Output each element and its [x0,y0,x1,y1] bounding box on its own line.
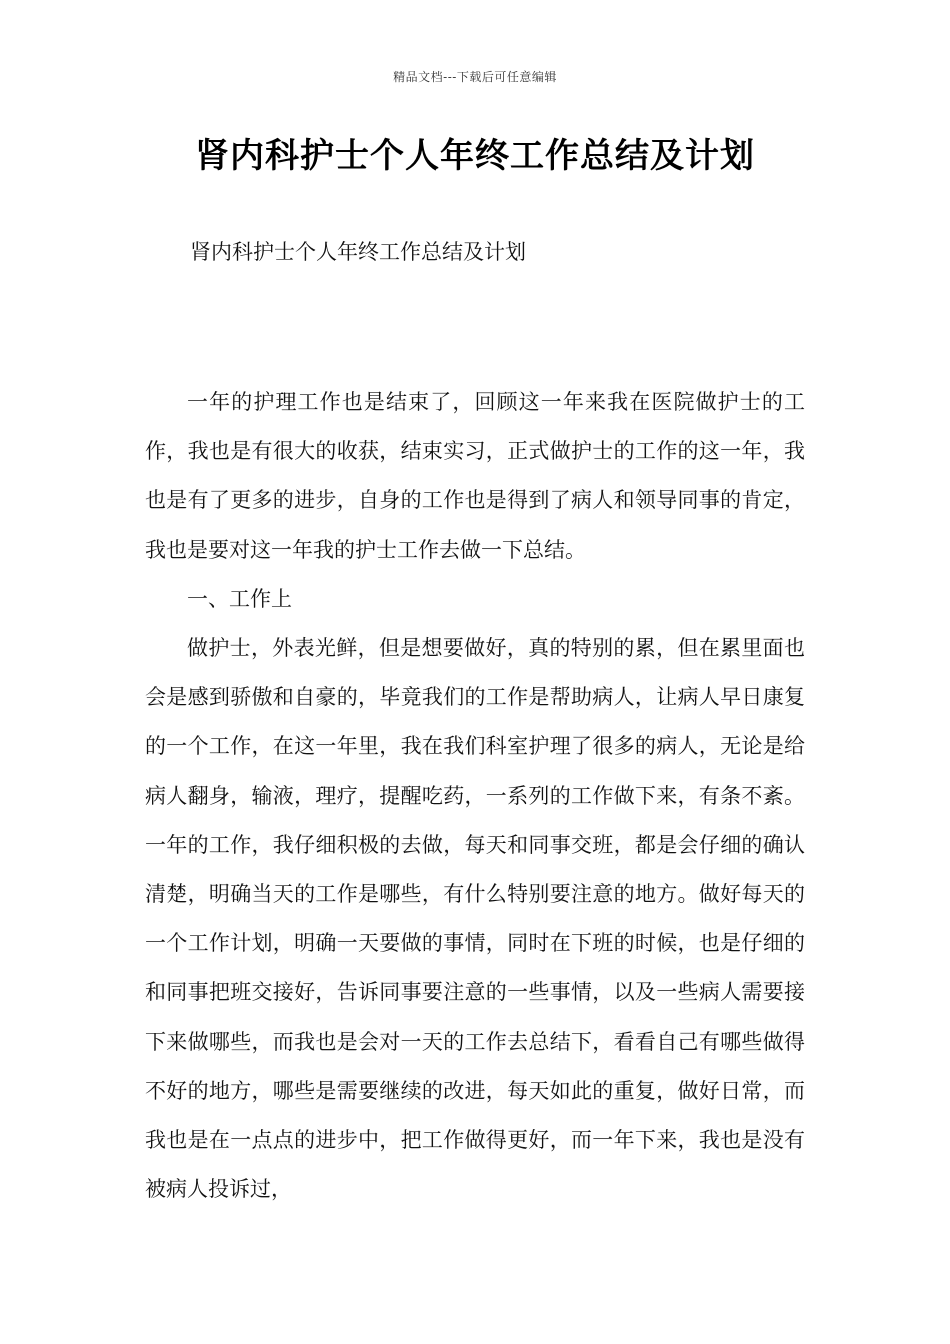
document-title: 肾内科护士个人年终工作总结及计划 [195,136,755,176]
document-body [145,378,805,1214]
header-note: 精品文档---下载后可任意编辑 [393,70,557,84]
document-subtitle: 肾内科护士个人年终工作总结及计划 [190,240,526,264]
section-heading-work: 一、工作上 [187,586,292,611]
paragraph-intro: 一年的护理工作也是结束了，回顾这一年来我在医院做护士的工作，我也是有很大的收获，结束实习，正式做护士的工作的这一年，我也是有了更多的进步，自身的工作也是得到了病人和领导同事的肯定，我也是要对这一年我的护士工作去做一下总结。 [145,390,805,562]
paragraph-work: 做护士，外表光鲜，但是想要做好，真的特别的累，但在累里面也会是感到骄傲和自豪的，毕竟我们的工作是帮助病人，让病人早日康复的一个工作，在这一年里，我在我们科室护理了很多的病人，无论是给病人翻身，输液，理疗，提醒吃药，一系列的工作做下来，有条不紊。一年的工作，我仔细积极的去做，每天和同事交班，都是会仔细的确认清楚，明确当天的工作是哪些，有什么特别要注意的地方。做好每天的一个工作计划，明确一天要做的事情，同时在下班的时候，也是仔细的和同事把班交接好，告诉同事要注意的一些事情，以及一些病人需要接下来做哪些，而我也是会对一天的工作去总结下，看看自己有哪些做得不好的地方，哪些是需要继续的改进，每天如此的重复，做好日常，而我也是在一点点的进步中，把工作做得更好，而一年下来，我也是没有被病人投诉过， [145,636,805,1202]
